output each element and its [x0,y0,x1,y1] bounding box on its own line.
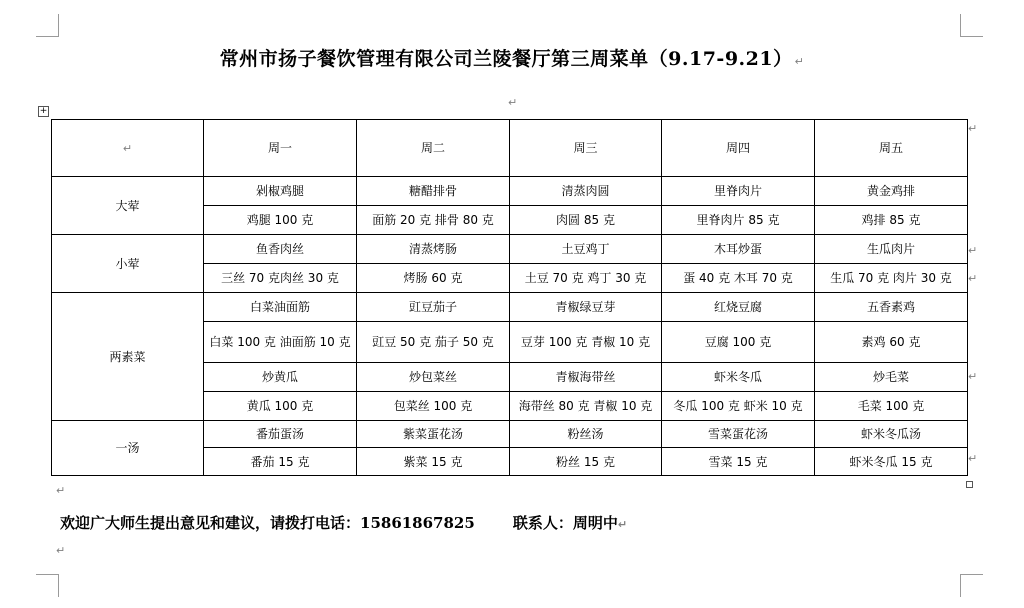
dish-cell[interactable]: 清蒸肉圆 [510,177,662,206]
portion-cell[interactable]: 鸡腿 100 克 [204,206,357,235]
page-corner-top-left [36,14,59,37]
table-move-handle-icon[interactable]: + [39,106,48,116]
portion-cell[interactable]: 肉圆 85 克 [510,206,662,235]
page-corner-top-right [960,14,983,37]
dish-cell[interactable]: 粉丝汤 [510,421,662,448]
table-row [52,421,968,448]
row-end-mark-icon: ↵ [968,370,978,383]
category-liangsucai[interactable]: 两素菜 [52,293,204,421]
title-text: 常州市扬子餐饮管理有限公司兰陵餐厅第三周菜单（9.17-9.21） [219,48,793,70]
dish-cell[interactable]: 土豆鸡丁 [510,235,662,264]
portion-cell[interactable]: 土豆 70 克 鸡丁 30 克 [510,264,662,293]
dish-cell[interactable]: 紫菜蛋花汤 [357,421,510,448]
dish-cell[interactable]: 糖醋排骨 [357,177,510,206]
row-end-mark-icon: ↵ [968,244,978,257]
dish-cell[interactable]: 雪菜蛋花汤 [662,421,815,448]
table-resize-handle[interactable] [966,481,973,488]
portion-cell[interactable]: 白菜 100 克 油面筋 10 克 [204,322,357,363]
dish-cell[interactable]: 红烧豆腐 [662,293,815,322]
page-corner-bottom-right [960,574,983,597]
portion-cell[interactable]: 鸡排 85 克 [815,206,968,235]
table-header-row [52,120,968,177]
portion-cell[interactable]: 冬瓜 100 克 虾米 10 克 [662,392,815,421]
dish-cell[interactable]: 黄金鸡排 [815,177,968,206]
portion-cell[interactable]: 素鸡 60 克 [815,322,968,363]
portion-cell[interactable]: 烤肠 60 克 [357,264,510,293]
portion-cell[interactable]: 毛菜 100 克 [815,392,968,421]
paragraph-mark-icon: ↵ [56,484,66,497]
footer-feedback-line[interactable] [60,512,627,533]
table-row [52,235,968,264]
dish-cell[interactable]: 青椒绿豆芽 [510,293,662,322]
header-tuesday[interactable]: 周二 [357,120,510,177]
portion-cell[interactable]: 面筋 20 克 排骨 80 克 [357,206,510,235]
portion-cell[interactable]: 豆腐 100 克 [662,322,815,363]
portion-cell[interactable]: 雪菜 15 克 [662,448,815,476]
portion-cell[interactable]: 三丝 70 克肉丝 30 克 [204,264,357,293]
paragraph-mark-icon: ↵ [794,55,805,68]
dish-cell[interactable]: 炒包菜丝 [357,363,510,392]
portion-cell[interactable]: 包菜丝 100 克 [357,392,510,421]
portion-cell[interactable]: 里脊肉片 85 克 [662,206,815,235]
portion-cell[interactable]: 番茄 15 克 [204,448,357,476]
portion-cell[interactable]: 紫菜 15 克 [357,448,510,476]
category-yitang[interactable]: 一汤 [52,421,204,476]
dish-cell[interactable]: 白菜油面筋 [204,293,357,322]
category-dahun[interactable]: 大荤 [52,177,204,235]
paragraph-mark-icon: ↵ [56,544,66,557]
dish-cell[interactable]: 剁椒鸡腿 [204,177,357,206]
paragraph-mark-icon: ↵ [508,96,518,109]
portion-cell[interactable]: 豇豆 50 克 茄子 50 克 [357,322,510,363]
paragraph-mark-icon: ↵ [122,141,133,155]
header-wednesday[interactable]: 周三 [510,120,662,177]
dish-cell[interactable]: 鱼香肉丝 [204,235,357,264]
dish-cell[interactable]: 木耳炒蛋 [662,235,815,264]
portion-cell[interactable]: 豆芽 100 克 青椒 10 克 [510,322,662,363]
paragraph-mark-icon: ↵ [617,518,628,531]
header-corner-cell[interactable] [52,120,204,177]
table-row [52,293,968,322]
page-corner-bottom-left [36,574,59,597]
dish-cell[interactable]: 五香素鸡 [815,293,968,322]
footer-contact-text: 联系人：周明中 [512,514,618,532]
category-xiaohun[interactable]: 小荤 [52,235,204,293]
row-end-mark-icon: ↵ [968,122,978,135]
row-end-mark-icon: ↵ [968,272,978,285]
dish-cell[interactable]: 生瓜肉片 [815,235,968,264]
portion-cell[interactable]: 生瓜 70 克 肉片 30 克 [815,264,968,293]
dish-cell[interactable]: 里脊肉片 [662,177,815,206]
header-friday[interactable]: 周五 [815,120,968,177]
page-title[interactable] [0,44,1024,71]
portion-cell[interactable]: 虾米冬瓜 15 克 [815,448,968,476]
dish-cell[interactable]: 虾米冬瓜汤 [815,421,968,448]
dish-cell[interactable]: 炒黄瓜 [204,363,357,392]
table-row [52,177,968,206]
portion-cell[interactable]: 蛋 40 克 木耳 70 克 [662,264,815,293]
header-monday[interactable]: 周一 [204,120,357,177]
dish-cell[interactable]: 虾米冬瓜 [662,363,815,392]
portion-cell[interactable]: 黄瓜 100 克 [204,392,357,421]
dish-cell[interactable]: 番茄蛋汤 [204,421,357,448]
dish-cell[interactable]: 青椒海带丝 [510,363,662,392]
dish-cell[interactable]: 清蒸烤肠 [357,235,510,264]
header-thursday[interactable]: 周四 [662,120,815,177]
dish-cell[interactable]: 炒毛菜 [815,363,968,392]
menu-table [51,119,968,476]
portion-cell[interactable]: 粉丝 15 克 [510,448,662,476]
row-end-mark-icon: ↵ [968,452,978,465]
portion-cell[interactable]: 海带丝 80 克 青椒 10 克 [510,392,662,421]
dish-cell[interactable]: 豇豆茄子 [357,293,510,322]
footer-invite-text: 欢迎广大师生提出意见和建议，请拨打电话：15861867825 [60,514,475,532]
